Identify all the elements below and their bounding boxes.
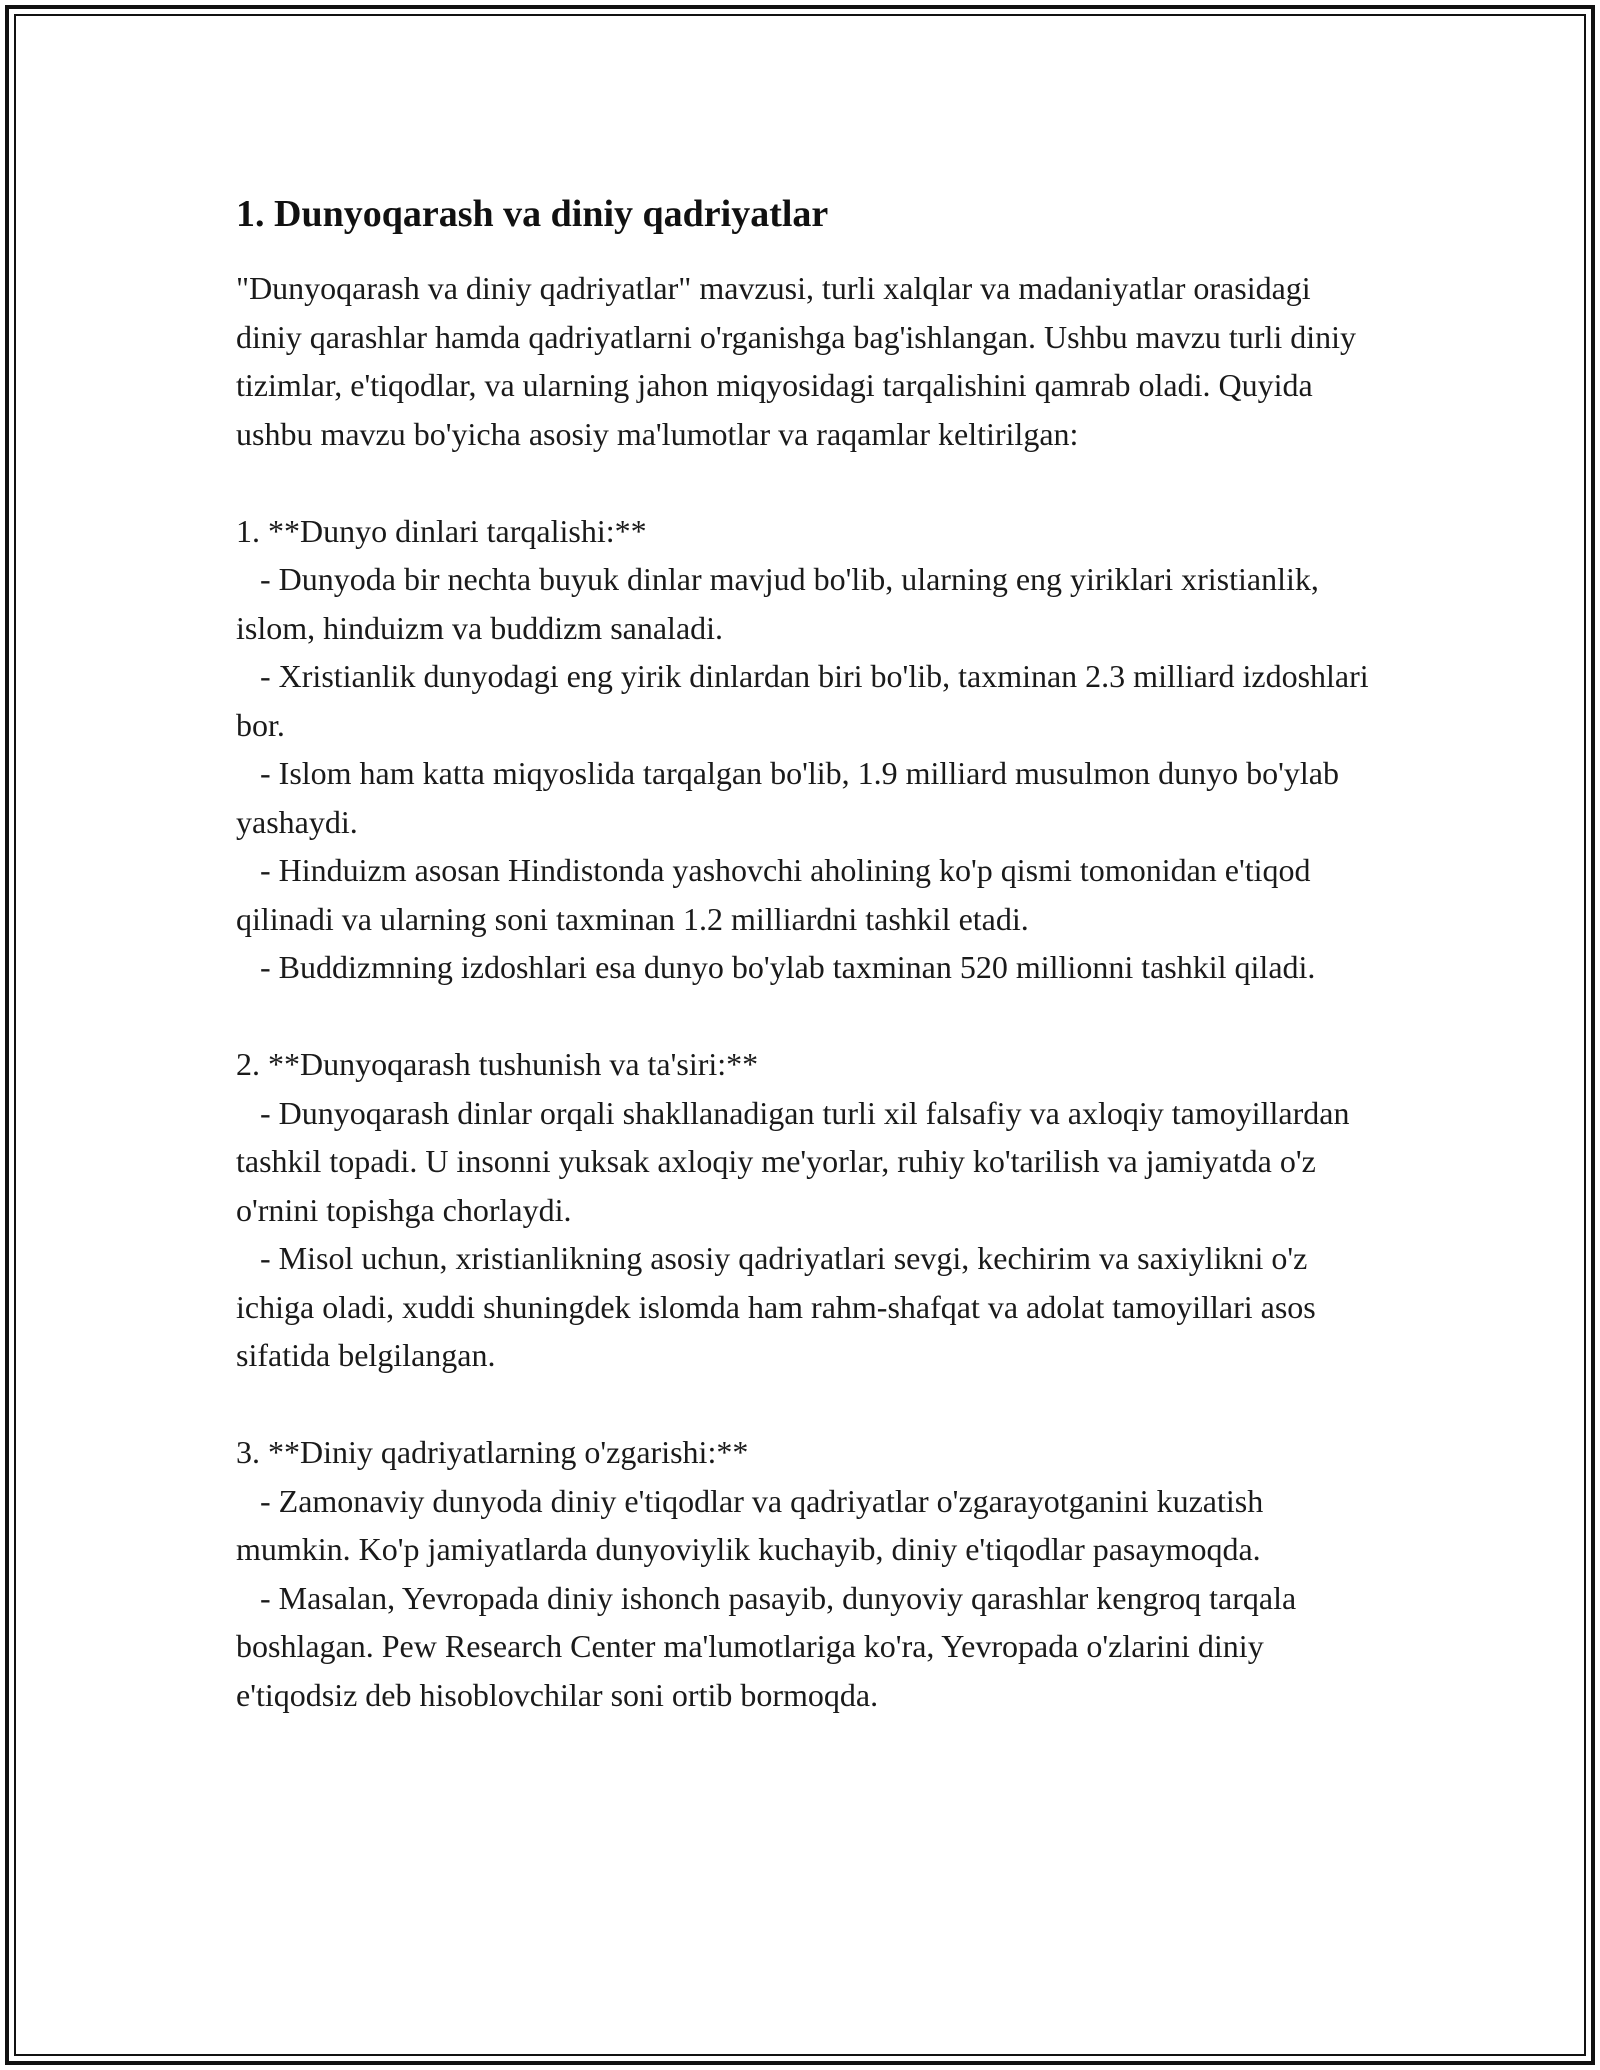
section-item: - Buddizmning izdoshlari esa dunyo bo'ylab taxminan 520 millionni tashkil qiladi. [236,949,1316,985]
section-heading: 3. **Diniy qadriyatlarning o'zgarishi:** [236,1434,749,1470]
section-heading: 1. **Dunyo dinlari tarqalishi:** [236,512,647,549]
document-title: 1. Dunyoqarash va diniy qadriyatlar [236,193,829,235]
section-heading: 2. **Dunyoqarash tushunish va ta'siri:** [236,1046,759,1082]
document-text [236,264,1376,1719]
section-item: - Islom ham katta miqyoslida tarqalgan bo'lib, 1.9 milliard musulmon dunyo bo'ylab yashaydi. [236,755,1347,840]
document-body [236,186,1376,1719]
section-item: - Masalan, Yevropada diniy ishonch pasayib, dunyoviy qarashlar kengroq tarqala boshlagan. Pew Research Center ma'lumotlariga ko'ra, Yevropada o'zlarini diniy e'tiqodsiz deb hisoblovchilar soni ortib bormoqda. [236,1579,1305,1713]
intro-paragraph: "Dunyoqarash va diniy qadriyatlar" mavzusi, turli xalqlar va madaniyatlar orasidagi diniy qarashlar hamda qadriyatlarni o'rganishga bag'ishlangan. Ushbu mavzu turli diniy tizimlar, e'tiqodlar, va ularning jahon miqyosidagi tarqalishini qamrab oladi. Quyida ushbu mavzu bo'yicha asosiy ma'lumotlar va raqamlar keltirilgan: [236,270,1364,452]
section-item: - Xristianlik dunyodagi eng yirik dinlardan biri bo'lib, taxminan 2.3 milliard izdoshlari bor. [236,658,1377,743]
section-item: - Dunyoqarash dinlar orqali shakllanadigan turli xil falsafiy va axloqiy tamoyillardan tashkil topadi. U insonni yuksak axloqiy me'yorlar, ruhiy ko'tarilish va jamiyatda o'z o'rnini topishga chorlaydi. [236,1094,1358,1228]
section-item: - Hinduizm asosan Hindistonda yashovchi aholining ko'p qismi tomonidan e'tiqod qilinadi va ularning soni taxminan 1.2 milliardni tashkil etadi. [236,852,1319,937]
section-item: - Zamonaviy dunyoda diniy e'tiqodlar va qadriyatlar o'zgarayotganini kuzatish mumkin. Ko'p jamiyatlarda dunyoviylik kuchayib, diniy e'tiqodlar pasaymoqda. [236,1482,1272,1567]
section-item: - Dunyoda bir nechta buyuk dinlar mavjud bo'lib, ularning eng yiriklari xristianlik, islom, hinduizm va buddizm sanaladi. [236,561,1327,646]
section-item: - Misol uchun, xristianlikning asosiy qadriyatlari sevgi, kechirim va saxiylikni o'z ichiga oladi, xuddi shuningdek islomda ham rahm-shafqat va adolat tamoyillari asos sifatida belgilangan. [236,1240,1324,1373]
